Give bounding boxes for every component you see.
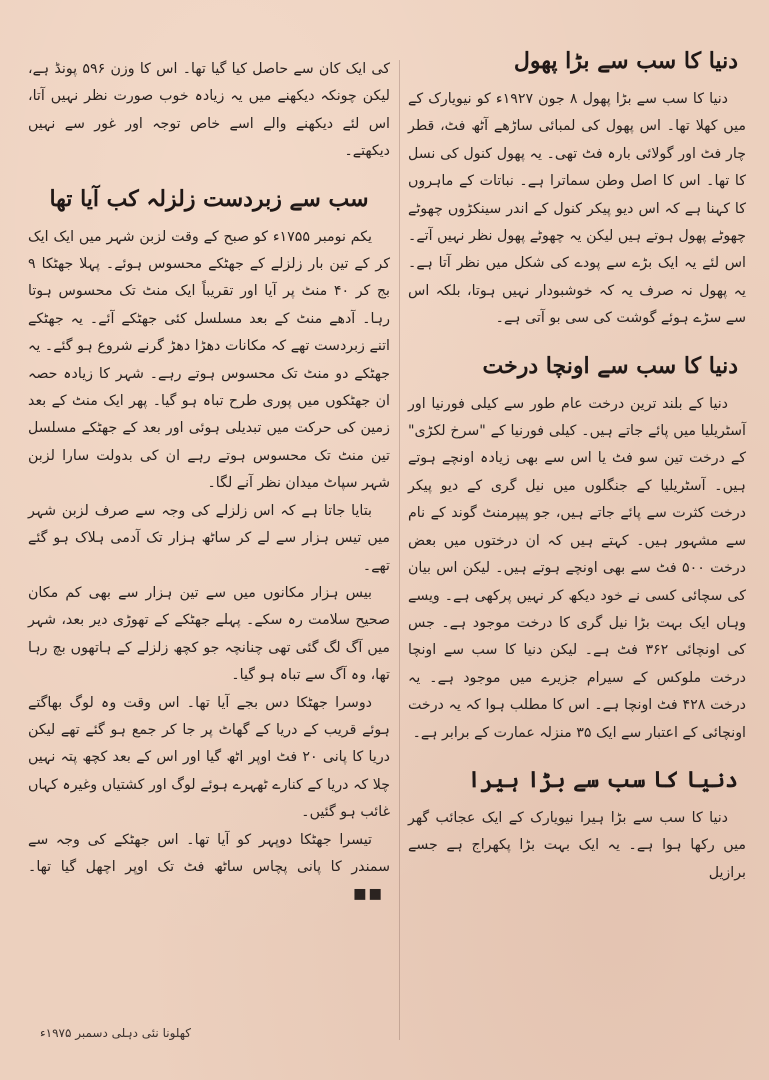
left-column [28,56,390,909]
paragraph: بیس ہزار مکانوں میں سے تین ہزار سے بھی کم مکان صحیح سلامت رہ سکے۔ پہلے جھٹکے کے تھوڑی دیر بعد، شہر میں آگ لگ گئی تھی چنانچہ جو کچھ زلزلے کے ہاتھوں بچ رہا تھا، وہ آگ سے تباہ ہو گیا۔ [28,584,390,684]
paragraph: دنیا کا سب سے بڑا پھول ۸ جون ۱۹۲۷ء کو نیویارک کے میں کھلا تھا۔ اس پھول کی لمبائی ساڑھے آٹھ فٹ، قطر چار فٹ اور گولائی بارہ فٹ تھی۔ یہ پھول کنول کی نسل کا تھا۔ اس کا اصل وطن سماترا ہے۔ نباتات کے ماہروں کا کہنا ہے کہ اس دیو پیکر کنول کے اندر سینکڑوں چھوٹے چھوٹے پھول ہوتے ہیں لیکن یہ چھوٹے پھول نظر نہیں آتے۔ اس لئے یہ ایک بڑے سے پودے کی شکل میں نظر آتا ہے۔ یہ پھول نہ صرف یہ کہ خوشبودار نہیں ہوتا، بلکہ اس سے سڑے ہوئے گوشت کی سی بو آتی ہے۔ [408,91,746,327]
article-tallest-tree [408,351,746,747]
continued-paragraph: کی ایک کان سے حاصل کیا گیا تھا۔ اس کا وزن ۵۹۶ پونڈ ہے، لیکن چونکہ دیکھنے میں یہ زیادہ خوب صورت نظر نہیں آتا، اس لئے دیکھنے والے اسے خاص توجہ اور غور سے نہیں دیکھتے۔ [28,61,390,160]
heading-largest-diamond: دنیا کا سب سے بڑا ہیرا [467,766,738,793]
paragraph: دنیا کے بلند ترین درخت عام طور سے کیلی فورنیا اور آسٹریلیا میں پائے جاتے ہیں۔ کیلی فورنیا کے "سرخ لکڑی" کے درخت تین سو فٹ یا اس سے بھی زیادہ اونچے ہوتے ہیں۔ آسٹریلیا کے جنگلوں میں نیل گری کے دیو پیکر درخت کثرت سے پائے جاتے ہیں، جو پیپرمنٹ گوند کے نام سے مشہور ہیں۔ کہتے ہیں کہ ان درختوں میں بعض درخت ۵۰۰ فٹ سے بھی اونچے ہوتے ہیں۔ لیکن اس بیان کی سچائی کسی نے خود دیکھ کر نہیں پرکھی ہے۔ ویسے وہاں ایک بہت بڑا نیل گری کا درخت موجود ہے۔ جس کی اونچائی ۳۶۲ فٹ ہے۔ لیکن دنیا کا سب سے اونچا درخت ملوکس کے سیرام جزیرے میں موجود ہے۔ یہ درخت ۴۲۸ فٹ اونچا ہے۔ اس کا مطلب ہوا کہ یہ درخت اونچائی کے اعتبار سے ایک ۳۵ منزلہ عمارت کے برابر ہے۔ [408,395,746,741]
article-largest-diamond [408,765,746,887]
article-biggest-earthquake [28,184,390,909]
heading-tallest-tree: دنیا کا سب سے اونچا درخت [482,352,738,379]
paragraph: یکم نومبر ۱۷۵۵ء کو صبح کے وقت لزبن شہر میں ایک ایک کر کے تین بار زلزلے کے جھٹکے محسوس ہوئے۔ پہلا جھٹکا ۹ بج کر ۴۰ منٹ پر آیا اور تقریباً ایک منٹ تک محسوس ہوتا رہا۔ آدھے منٹ کے بعد مسلسل کئی جھٹکے آئے۔ یہ جھٹکے اتنے زبردست تھے کہ مکانات دھڑا دھڑ گرنے شروع ہو گئے۔ یہ جھٹکے دو منٹ تک محسوس ہوتے رہے۔ شہر کا زیادہ حصہ ان جھٹکوں میں پوری طرح تباہ ہو گیا۔ پھر ایک منٹ کے بعد زمین کی حرکت میں تبدیلی ہوئی اور بعد کے جھٹکے مسلسل تین منٹ تک محسوس ہوتے رہے ان کی بدولت سارا لزبن شہر سپاٹ میدان نظر آنے لگا۔ [28,228,390,492]
paragraph-text: تیسرا جھٹکا دوپہر کو آیا تھا۔ اس جھٹکے کی وجہ سے سمندر کا پانی پچاس ساٹھ فٹ تک اوپر اچھل گیا تھا۔ [28,831,390,875]
paragraph-last [28,827,390,909]
page-footer: کھلونا نئی دہلی دسمبر ۱۹۷۵ء [40,1026,191,1040]
paragraph: دنیا کا سب سے بڑا ہیرا نیویارک کے ایک عجائب گھر میں رکھا ہوا ہے۔ یہ ایک بہت بڑا پکھراج ہے جسے برازیل [408,809,746,881]
right-column [408,46,746,887]
heading-biggest-earthquake: سب سے زبردست زلزلہ کب آیا تھا [49,185,369,212]
article-largest-flower [408,46,746,333]
column-divider [399,60,400,1040]
heading-largest-flower: دنیا کا سب سے بڑا پھول [513,48,738,74]
paragraph: بتایا جاتا ہے کہ اس زلزلے کی وجہ سے صرف لزبن شہر میں تیس ہزار سے لے کر ساٹھ ہزار تک آدمی ہلاک ہو گئے تھے۔ [28,502,390,574]
end-of-article-mark: ■■ [353,886,384,903]
paragraph: دوسرا جھٹکا دس بجے آیا تھا۔ اس وقت وہ لوگ بھاگتے ہوئے قریب کے دریا کے گھاٹ پر جا کر جمع ہو گئے تھے لیکن دریا کا پانی ۲۰ فٹ اوپر اٹھ گیا اور اس کے بعد کچھ پتہ نہیں چلا کہ دریا کے کنارے ٹھہرے ہوئے لوگ اور کشتیاں وغیرہ کہاں غائب ہو گئیں۔ [28,694,390,821]
